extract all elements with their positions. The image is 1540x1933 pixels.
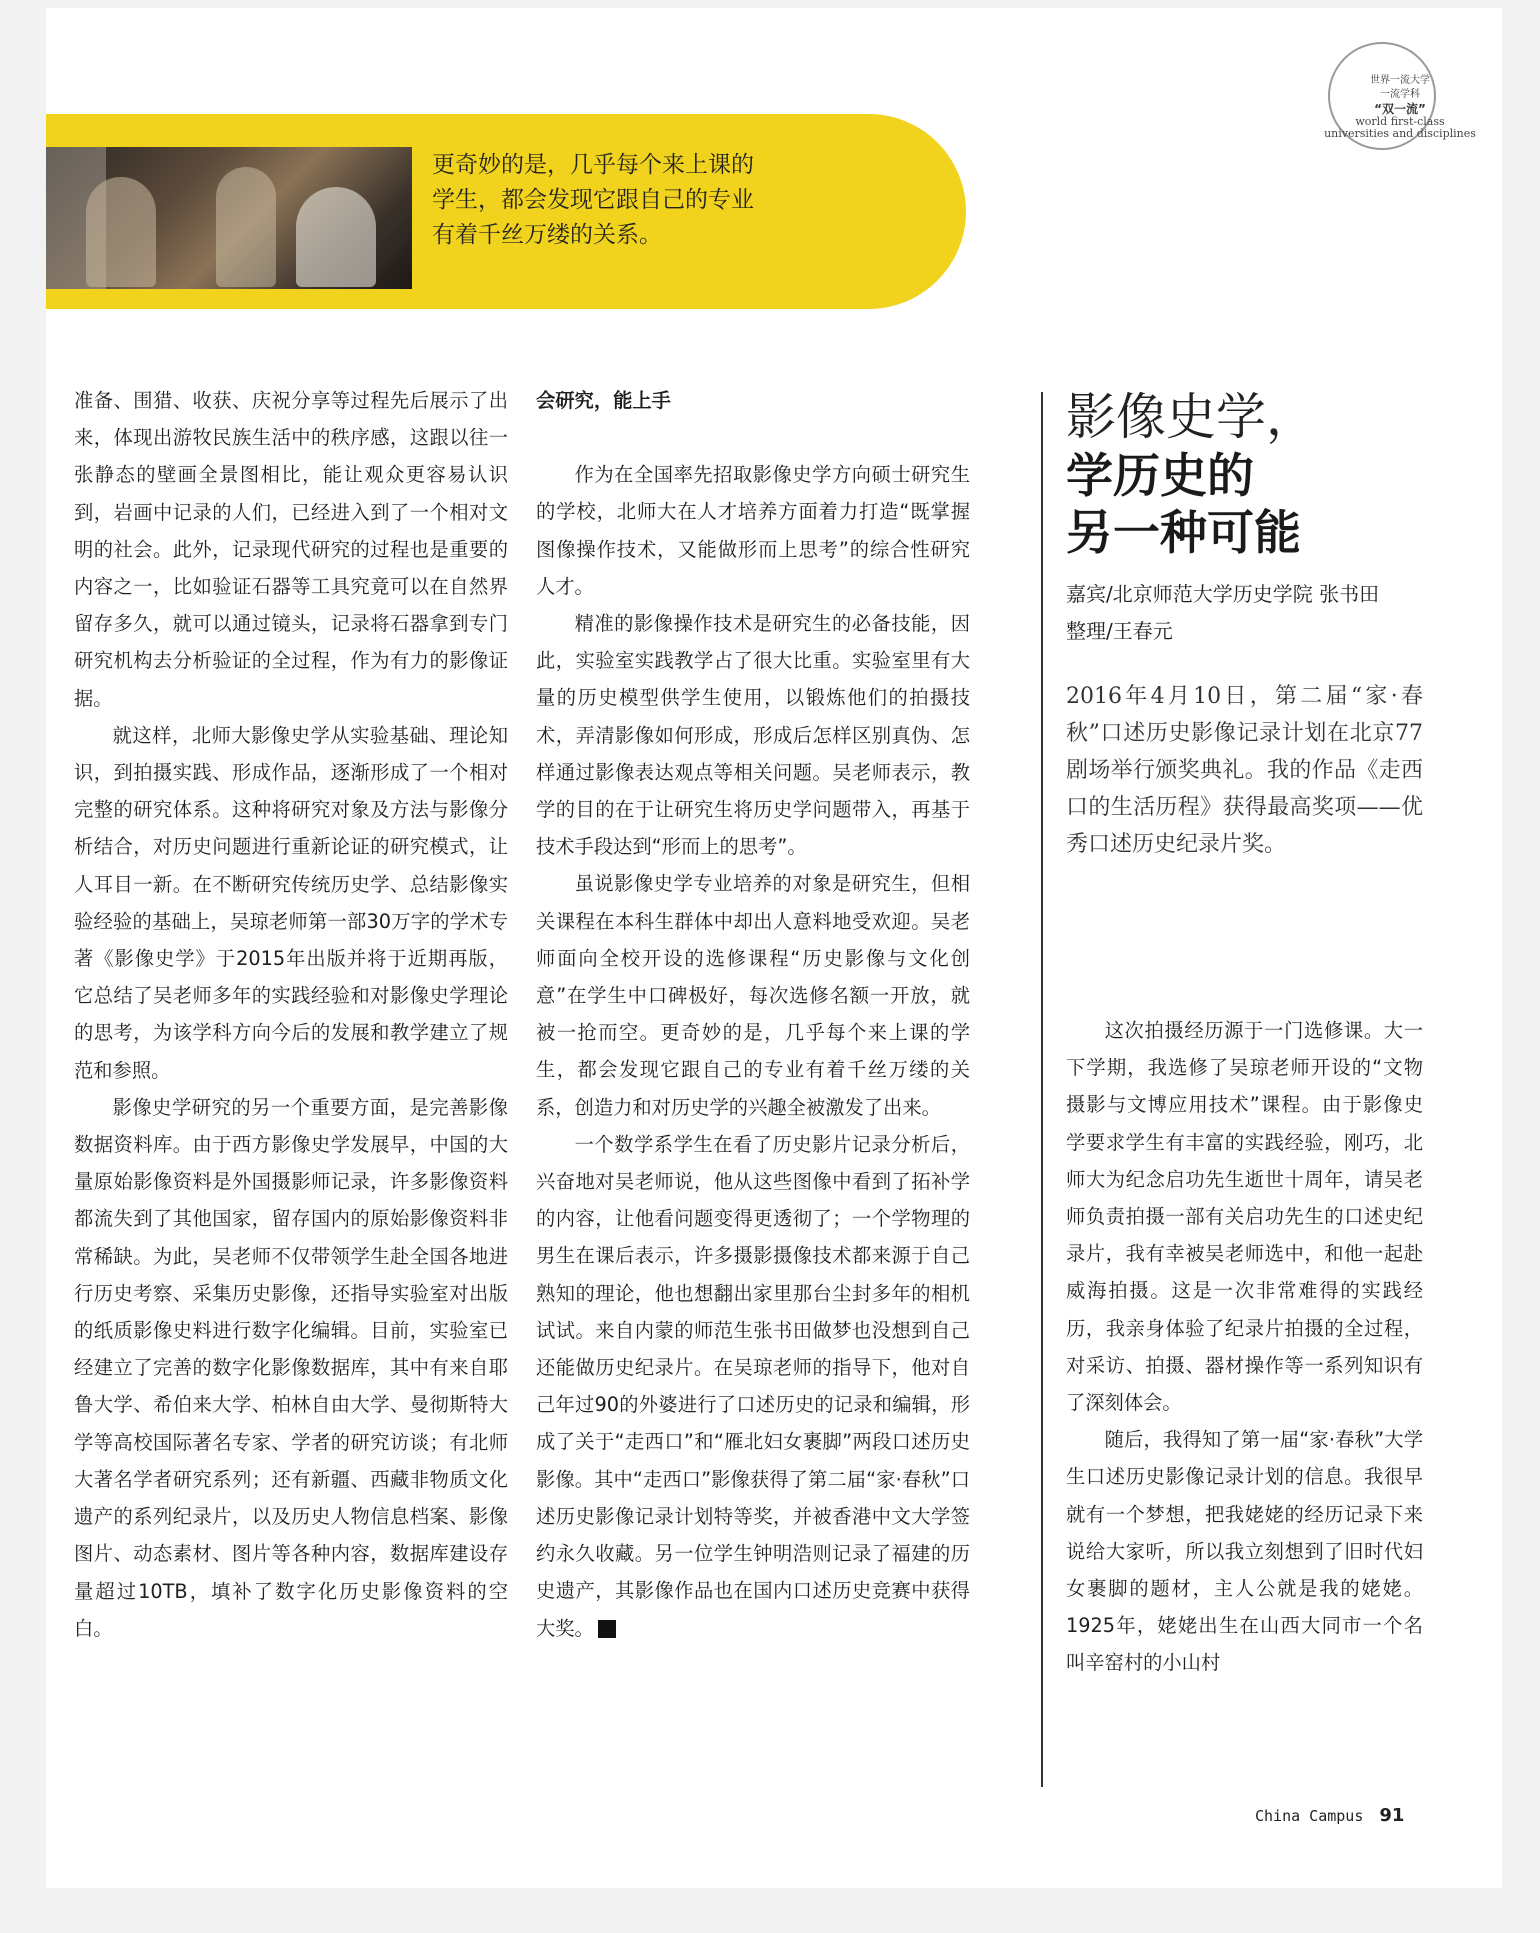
- badge-line1: 世界一流大学: [1370, 75, 1430, 86]
- column-divider: [1041, 392, 1043, 1787]
- end-of-article-mark: C: [598, 1620, 616, 1638]
- col3-paragraph: 这次拍摄经历源于一门选修课。大一下学期，我选修了吴琼老师开设的“文物摄影与文博应用技术”课程。由于影像史学要求学生有丰富的实践经验，刚巧，北师大为纪念启功先生逝世十周年，请吴老师负责拍摄一部有关启功先生的口述史纪录片，我有幸被吴老师选中，和他一起赴威海拍摄。这是一次非常难得的实践经历，我亲身体验了纪录片拍摄的全过程，对采访、拍摄、器材操作等一系列知识有了深刻体会。: [1066, 1019, 1423, 1415]
- col2-paragraph: 虽说影像史学专业培养的对象是研究生，但相关课程在本科生群体中却出人意料地受欢迎。吴老师面向全校开设的选修课程“历史影像与文化创意”在学生中口碑极好，每次选修名额一开放，就被一抢而空。更奇妙的是，几乎每个来上课的学生，都会发现它跟自己的专业有着千丝万缕的关系，创造力和对历史学的兴趣全被激发了出来。: [536, 872, 970, 1119]
- article-title-line2: 学历史的: [1066, 449, 1254, 504]
- badge-en-line2: universities and disciplines: [1324, 127, 1476, 140]
- col2-paragraph-last: [536, 1126, 970, 1647]
- section-subheading: 会研究，能上手: [536, 389, 671, 412]
- pull-quote: 更奇妙的是，几乎每个来上课的学生，都会发现它跟自己的专业有着千丝万缕的关系。: [432, 152, 754, 248]
- article-title-line1: 影像史学，: [1066, 388, 1316, 446]
- badge-line2: 一流学科: [1380, 89, 1420, 100]
- badge-en-line1: world first-class: [1355, 115, 1445, 128]
- col1-paragraph: 准备、围猎、收获、庆祝分享等过程先后展示了出来，体现出游牧民族生活中的秩序感，这跟以往一张静态的壁画全景图相比，能让观众更容易认识到，岩画中记录的人们，已经进入到了一个相对文明的社会。此外，记录现代研究的过程也是重要的内容之一，比如验证石器等工具究竟可以在自然界留存多久，就可以通过镜头，记录将石器拿到专门研究机构去分析验证的全过程，作为有力的影像证据。: [74, 389, 508, 710]
- classroom-photo: [46, 147, 412, 289]
- byline: [1066, 576, 1379, 650]
- col2-paragraph: 精准的影像操作技术是研究生的必备技能，因此，实验室实践教学占了很大比重。实验室里有大量的历史模型供学生使用，以锻炼他们的拍摄技术，弄清影像如何形成，形成后怎样区别真伪、怎样通过影像表达观点等相关问题。吴老师表示，教学的目的在于让研究生将历史学问题带入，再基于技术手段达到“形而上的思考”。: [536, 612, 970, 859]
- col2-paragraph: 作为在全国率先招取影像史学方向硕士研究生的学校，北师大在人才培养方面着力打造“既掌握图像操作技术，又能做形而上思考”的综合性研究人才。: [536, 463, 970, 598]
- byline-editor: 整理/王春元: [1066, 619, 1173, 643]
- col1-paragraph: 就这样，北师大影像史学从实验基础、理论知识，到拍摄实践、形成作品，逐渐形成了一个相对完整的研究体系。这种将研究对象及方法与影像分析结合，对历史问题进行重新论证的研究模式，让人耳目一新。在不断研究传统历史学、总结影像实验经验的基础上，吴琼老师第一部30万字的学术专著《影像史学》于2015年出版并将于近期再版，它总结了吴老师多年的实践经验和对影像史学理论的思考，为该学科方向今后的发展和教学建立了规范和参照。: [74, 723, 508, 1082]
- double-first-class-badge: [1290, 40, 1510, 150]
- badge-line3: “双一流”: [1374, 102, 1426, 116]
- page-footer: [1255, 1805, 1404, 1826]
- article-title-line3: 另一种可能: [1066, 506, 1301, 561]
- magazine-name: China Campus: [1255, 1807, 1364, 1825]
- column-1: [74, 382, 508, 1647]
- article-intro: 2016年4月10日，第二届“家·春秋”口述历史影像记录计划在北京77剧场举行颁奖典礼。我的作品《走西口的生活历程》获得最高奖项——优秀口述历史纪录片奖。: [1066, 684, 1423, 857]
- col3-paragraph: 随后，我得知了第一届“家·春秋”大学生口述历史影像记录计划的信息。我很早就有一个梦想，把我姥姥的经历记录下来说给大家听，所以我立刻想到了旧时代妇女裹脚的题材，主人公就是我的姥姥。1925年，姥姥出生在山西大同市一个名叫辛窑村的小山村: [1066, 1428, 1423, 1675]
- col1-paragraph: 影像史学研究的另一个重要方面，是完善影像数据资料库。由于西方影像史学发展早，中国的大量原始影像资料是外国摄影师记录，许多影像资料都流失到了其他国家，留存国内的原始影像资料非常稀缺。为此，吴老师不仅带领学生赴全国各地进行历史考察、采集历史影像，还指导实验室对出版的纸质影像史料进行数字化编辑。目前，实验室已经建立了完善的数字化影像数据库，其中有来自耶鲁大学、希伯来大学、柏林自由大学、曼彻斯特大学等高校国际著名专家、学者的研究访谈；有北师大著名学者研究系列；还有新疆、西藏非物质文化遗产的系列纪录片，以及历史人物信息档案、影像图片、动态素材、图片等各种内容，数据库建设存量超过10TB，填补了数字化历史影像资料的空白。: [74, 1095, 508, 1640]
- column-2: [536, 382, 970, 1647]
- col2-paragraph: 一个数学系学生在看了历史影片记录分析后，兴奋地对吴老师说，他从这些图像中看到了拓补学的内容，让他看问题变得更透彻了；一个学物理的男生在课后表示，许多摄影摄像技术都来源于自己熟知的理论，他也想翻出家里那台尘封多年的相机试试。来自内蒙的师范生张书田做梦也没想到自己还能做历史纪录片。在吴琼老师的指导下，他对自己年过90的外婆进行了口述历史的记录和编辑，形成了关于“走西口”和“雁北妇女裹脚”两段口述历史影像。其中“走西口”影像获得了第二届“家·春秋”口述历史影像记录计划特等奖，并被香港中文大学签约永久收藏。另一位学生钟明浩则记录了福建的历史遗产，其影像作品也在国内口述历史竞赛中获得大奖。: [536, 1132, 970, 1640]
- page-number: 91: [1379, 1805, 1405, 1826]
- column-3: [1066, 1012, 1423, 1682]
- byline-guest: 嘉宾/北京师范大学历史学院 张书田: [1066, 582, 1380, 606]
